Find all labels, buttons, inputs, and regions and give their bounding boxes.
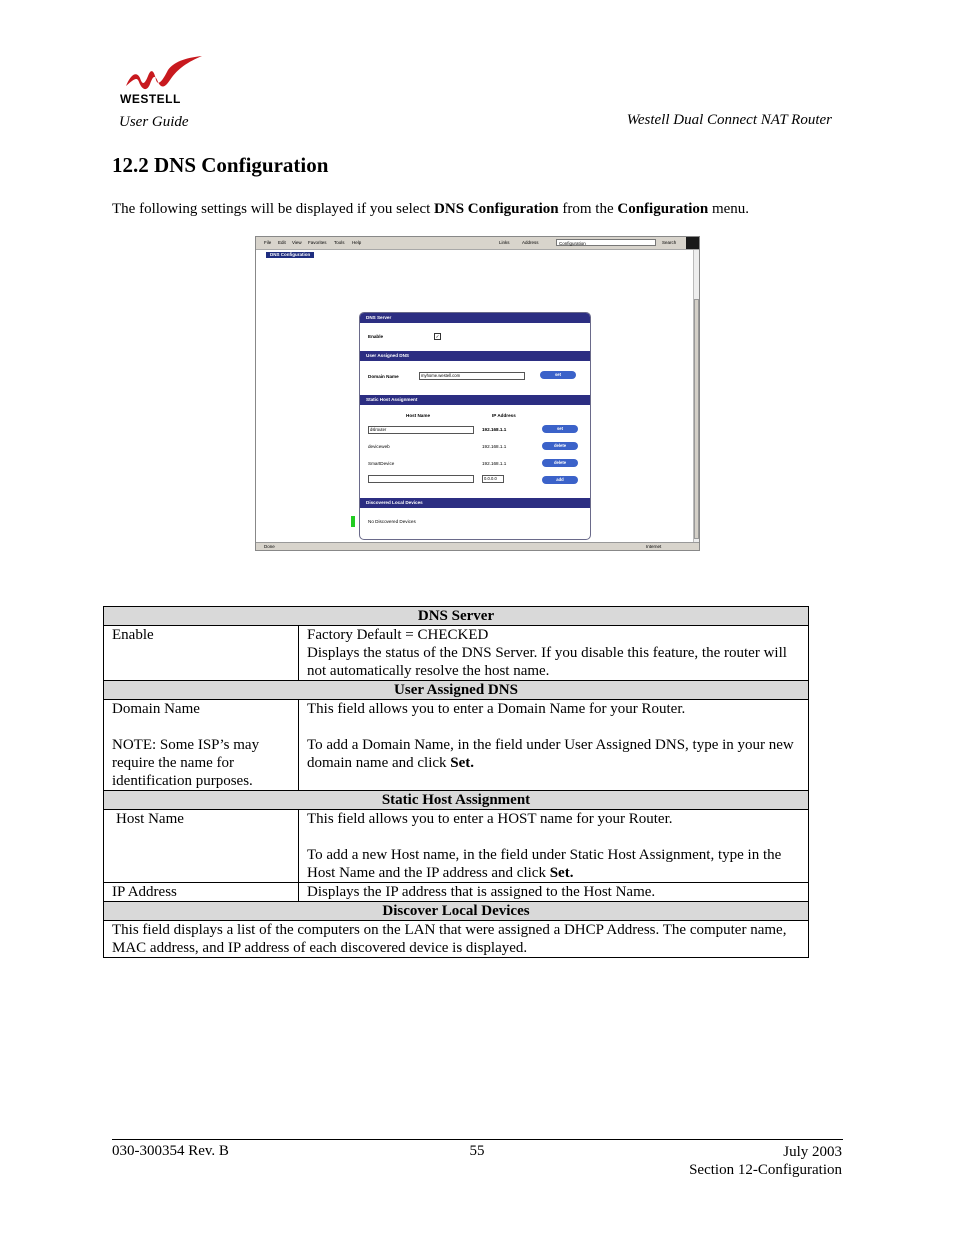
status-internet: Internet (646, 544, 662, 549)
row-host-label: Host Name (104, 810, 299, 883)
host-row2: deviceweb (368, 444, 390, 449)
row-domain-desc (299, 700, 809, 791)
host-desc1: This field allows you to enter a HOST name for your Router. (307, 811, 673, 827)
row-host-desc (299, 810, 809, 883)
intro-bold-dns: DNS Configuration (434, 201, 559, 217)
page-tag: DNS Configuration (266, 252, 314, 258)
set-button-row1[interactable]: set (542, 425, 578, 433)
dns-settings-table (103, 606, 809, 958)
links-label[interactable]: Links (499, 240, 510, 245)
col-host-name: Host Name (406, 413, 430, 418)
scrollbar-thumb[interactable] (694, 299, 699, 539)
menu-edit[interactable]: Edit (278, 240, 286, 245)
host-input-new[interactable] (368, 475, 474, 483)
domain-note: NOTE: Some ISP’s may require the name for identification purposes. (112, 737, 260, 789)
ip-row2: 192.168.1.1 (482, 444, 507, 449)
menu-favorites[interactable]: Favorites (308, 240, 327, 245)
ip-row3: 192.168.1.1 (482, 461, 507, 466)
row-domain-label (104, 700, 299, 791)
dns-config-screenshot (255, 236, 700, 551)
row-enable-label: Enable (104, 626, 299, 681)
menu-view[interactable]: View (292, 240, 302, 245)
windows-logo-icon (686, 237, 699, 249)
footer-date: July 2003 (783, 1144, 842, 1160)
domain-desc2-bold: Set. (450, 755, 475, 771)
address-label: Address (522, 240, 539, 245)
ip-input-new[interactable]: 0.0.0.0 (482, 475, 504, 483)
host-row3: SmartDevice (368, 461, 395, 466)
progress-indicator (351, 516, 355, 527)
westell-logo (118, 56, 204, 106)
header-product: Westell Dual Connect NAT Router (626, 112, 832, 128)
row-enable-desc (299, 626, 809, 681)
add-button[interactable]: add (542, 476, 578, 484)
host-desc2-text: To add a new Host name, in the field under Static Host Assignment, type in the Host Name and the IP address and click (307, 847, 782, 881)
intro-text: The following settings will be displayed if you select (112, 201, 435, 217)
row-discover-desc: This field displays a list of the computers on the LAN that were assigned a DHCP Address. The computer name, MAC address, and IP address of each discovered device is displayed. (104, 921, 809, 958)
status-done: Done (264, 544, 275, 549)
domain-name-label: Domain Name (368, 374, 399, 379)
sec-static-host: Static Host Assignment (104, 791, 809, 810)
footer-rule (112, 1139, 843, 1140)
discovered-bar: Discovered Local Devices (360, 498, 591, 508)
footer-section: Section 12-Configuration (689, 1162, 842, 1178)
domain-desc2-text: To add a Domain Name, in the field under User Assigned DNS, type in your new domain name and click (307, 737, 794, 771)
no-devices-text: No Discovered Devices (368, 519, 416, 524)
static-host-bar: Static Host Assignment (360, 395, 591, 405)
sec-discover: Discover Local Devices (104, 902, 809, 921)
host-desc2-bold: Set. (549, 865, 574, 881)
section-title: 12.2 DNS Configuration (112, 153, 329, 177)
domain-label: Domain Name (112, 701, 200, 717)
enable-default: Factory Default = CHECKED (307, 627, 489, 643)
footer-page-number: 55 (469, 1143, 485, 1159)
intro-text-mid: from the (558, 201, 618, 217)
ip-row1: 192.168.1.1 (482, 427, 507, 432)
browser-statusbar (256, 542, 699, 551)
menu-file[interactable]: File (264, 240, 272, 245)
brand-text: WESTELL (120, 92, 181, 106)
intro-paragraph (112, 201, 749, 218)
enable-description: Displays the status of the DNS Server. If you disable this feature, the router will not automatically resolve the host name. (307, 645, 787, 679)
host-desc2 (307, 846, 800, 882)
domain-name-input[interactable]: myhome.westell.com (419, 372, 525, 380)
row-ip-label: IP Address (104, 883, 299, 902)
user-dns-bar: User Assigned DNS (360, 351, 591, 361)
row-ip-desc: Displays the IP address that is assigned to the Host Name. (299, 883, 809, 902)
domain-set-button[interactable]: set (540, 371, 576, 379)
host-input-row1[interactable]: dslrouter (368, 426, 474, 434)
footer-doc-number: 030-300354 Rev. B (112, 1143, 229, 1159)
sec-dns-server: DNS Server (104, 607, 809, 626)
search-label[interactable]: Search (662, 240, 677, 245)
enable-label: Enable (368, 334, 384, 339)
intro-text-post: menu. (708, 201, 750, 217)
menu-help[interactable]: Help (352, 240, 362, 245)
browser-menubar (256, 237, 699, 250)
dns-server-bar: DNS Server (360, 313, 591, 323)
sec-user-dns: User Assigned DNS (104, 681, 809, 700)
domain-desc1: This field allows you to enter a Domain Name for your Router. (307, 701, 686, 717)
header-user-guide: User Guide (119, 114, 189, 130)
delete-button-row2[interactable]: delete (542, 442, 578, 450)
menu-tools[interactable]: Tools (334, 240, 345, 245)
enable-checkbox[interactable]: ✓ (435, 334, 440, 339)
dns-panel (359, 312, 591, 540)
footer-right (600, 1143, 842, 1179)
intro-bold-config: Configuration (617, 201, 709, 217)
domain-desc2 (307, 736, 800, 772)
col-ip-address: IP Address (492, 413, 516, 418)
delete-button-row3[interactable]: delete (542, 459, 578, 467)
address-field[interactable]: Configuration (556, 239, 656, 246)
